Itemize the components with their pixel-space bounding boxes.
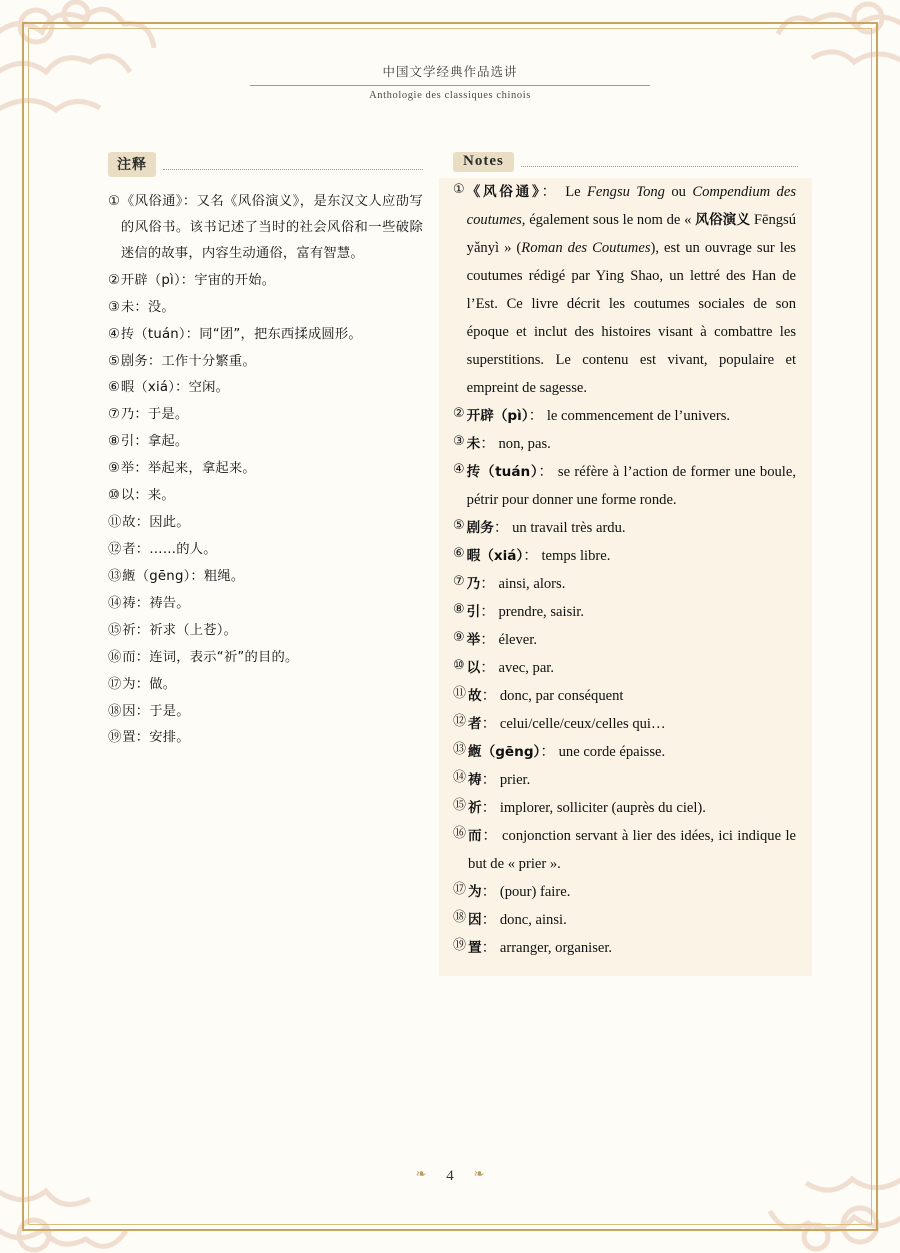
note-text: 剧务：工作十分繁重。 <box>120 353 256 369</box>
notes-column-chinese <box>108 152 423 752</box>
note-number: ③ <box>453 434 465 450</box>
note-number: ⑧ <box>108 434 120 450</box>
note-number: ⑩ <box>453 658 465 674</box>
note-number: ⑦ <box>453 574 465 590</box>
note-item <box>108 645 423 671</box>
note-item <box>453 878 796 906</box>
note-number: ⑯ <box>453 826 467 842</box>
note-text: 祷： prier. <box>468 772 531 789</box>
note-item <box>108 725 423 751</box>
note-item <box>453 682 796 710</box>
note-text: 《风俗通》：又名《风俗演义》，是东汉文人应劭写的风俗书。该书记述了当时的社会风俗和一些破除迷信的故事，内容生动通俗，富有智慧。 <box>120 194 423 261</box>
note-number: ⑭ <box>108 595 122 611</box>
note-number: ⑮ <box>108 622 122 638</box>
note-number: ⑧ <box>453 602 465 618</box>
note-number: ⑤ <box>108 353 120 369</box>
note-item <box>453 794 796 822</box>
note-text: 乃： ainsi, alors. <box>466 576 566 593</box>
note-item <box>108 268 423 294</box>
note-item <box>453 766 796 794</box>
note-text: 故：因此。 <box>122 515 190 531</box>
note-item <box>108 375 423 401</box>
note-text: 暇（xiá）：空闲。 <box>120 380 230 396</box>
note-number: ⑬ <box>453 742 467 758</box>
note-number: ⑰ <box>453 882 467 898</box>
note-item <box>108 537 423 563</box>
note-text: 为：做。 <box>122 676 177 692</box>
note-text: 举：举起来，拿起来。 <box>120 461 256 477</box>
note-text: 开辟（pì）：宇宙的开始。 <box>120 272 276 288</box>
note-text: 乃：于是。 <box>120 407 189 423</box>
note-number: ③ <box>108 299 120 315</box>
note-number: ⑮ <box>453 798 467 814</box>
note-text: 未： non, pas. <box>466 436 551 453</box>
note-item <box>453 626 796 654</box>
note-number: ⑥ <box>108 380 120 396</box>
note-item <box>108 591 423 617</box>
note-item <box>453 598 796 626</box>
note-text: 置： arranger, organiser. <box>468 940 613 957</box>
note-text: 《风俗通》： Le Fengsu Tong ou Compendium des coutumes, également sous le nom de « 风俗演义 Fēngsú yǎnyì » (Roman des Coutumes), est un ouvrage sur les coutumes rédigé par Ying Shao, un lettré des Han de l’Est. Ce livre décrit les coutumes sociales de son époque et inclut des histoires visant à combattre les superstitions. Le contenu est vivant, populaire et empreint de sagesse. <box>466 184 797 397</box>
note-text: 置：安排。 <box>122 730 190 746</box>
note-number: ⑲ <box>108 730 122 746</box>
page-number: 4 <box>446 1168 454 1184</box>
running-head <box>250 62 650 101</box>
page-content <box>108 152 798 976</box>
note-text: 而： conjonction servant à lier des idées, ici indique le but de « prier ». <box>468 828 796 873</box>
note-item <box>108 564 423 590</box>
section-heading-label-cn: 注释 <box>108 152 156 177</box>
note-item <box>453 178 796 402</box>
note-item <box>108 189 423 267</box>
note-number: ① <box>108 194 120 209</box>
note-item <box>453 542 796 570</box>
note-text: 抟（tuán）： se réfère à l’action de former une boule, pétrir pour donner une forme ronde. <box>466 464 796 509</box>
note-text: 开辟（pì）： le commencement de l’univers. <box>466 408 731 425</box>
note-number: ⑨ <box>108 461 120 477</box>
notes-column-french <box>453 152 798 976</box>
note-text: 故： donc, par conséquent <box>468 688 624 705</box>
note-item <box>453 570 796 598</box>
note-item <box>108 510 423 536</box>
note-number: ⑩ <box>108 488 120 504</box>
note-item <box>453 822 796 878</box>
note-item <box>108 322 423 348</box>
note-text: 祈： implorer, solliciter (auprès du ciel). <box>468 800 706 817</box>
chinese-notes-list <box>108 189 423 751</box>
note-item <box>453 738 796 766</box>
note-text: 抟（tuán）：同“团”，把东西揉成圆形。 <box>120 326 362 342</box>
note-item <box>453 458 796 514</box>
note-text: 因： donc, ainsi. <box>468 912 567 929</box>
note-item <box>453 654 796 682</box>
note-item <box>453 710 796 738</box>
page-footer <box>0 1168 900 1185</box>
french-notes-panel <box>439 178 812 976</box>
note-text: 未：没。 <box>120 299 175 315</box>
note-number: ⑱ <box>453 910 467 926</box>
heading-dotted-rule <box>163 168 423 170</box>
running-head-title-fr: Anthologie des classiques chinois <box>369 90 531 101</box>
note-number: ⑤ <box>453 518 465 534</box>
note-text: 緪（gēng）： une corde épaisse. <box>468 744 666 761</box>
note-item <box>108 483 423 509</box>
note-number: ⑨ <box>453 630 465 646</box>
note-number: ⑫ <box>453 714 467 730</box>
note-text: 祷：祷告。 <box>122 595 190 611</box>
footer-ornament-left: ❧ <box>415 1166 427 1181</box>
note-item <box>108 672 423 698</box>
note-text: 者：……的人。 <box>122 541 217 557</box>
note-number: ① <box>453 182 465 197</box>
note-number: ⑦ <box>108 407 120 423</box>
note-item <box>108 349 423 375</box>
note-text: 为： (pour) faire. <box>468 884 571 901</box>
note-text: 剧务： un travail très ardu. <box>466 520 626 537</box>
note-number: ⑫ <box>108 541 122 557</box>
note-text: 因：于是。 <box>122 703 190 719</box>
section-heading-chinese <box>108 152 423 177</box>
note-number: ⑥ <box>453 546 465 562</box>
note-item <box>108 456 423 482</box>
note-item <box>453 514 796 542</box>
note-number: ⑱ <box>108 703 122 719</box>
note-number: ⑪ <box>108 515 122 531</box>
note-text: 而：连词，表示“祈”的目的。 <box>122 649 299 665</box>
footer-ornament-right: ❧ <box>473 1166 485 1181</box>
note-item <box>108 295 423 321</box>
note-item <box>453 402 796 430</box>
note-text: 引：拿起。 <box>120 434 189 450</box>
heading-dotted-rule-fr <box>521 165 798 167</box>
note-text: 暇（xiá）： temps libre. <box>466 548 611 565</box>
note-text: 引： prendre, saisir. <box>466 604 585 621</box>
note-number: ② <box>453 406 465 422</box>
note-number: ⑭ <box>453 770 467 786</box>
section-heading-label-fr: Notes <box>453 152 514 172</box>
note-number: ⑪ <box>453 686 467 702</box>
note-item <box>108 618 423 644</box>
note-number: ⑲ <box>453 938 467 954</box>
note-number: ② <box>108 272 120 288</box>
note-item <box>453 934 796 962</box>
note-text: 祈：祈求（上苍）。 <box>122 622 238 638</box>
note-number: ④ <box>453 462 465 478</box>
note-number: ④ <box>108 326 120 342</box>
running-head-title-cn: 中国文学经典作品选讲 <box>382 64 518 79</box>
note-text: 緪（gēng）：粗绳。 <box>122 568 245 584</box>
running-head-rule <box>250 85 650 86</box>
note-number: ⑰ <box>108 676 122 692</box>
note-item <box>108 699 423 725</box>
note-item <box>453 906 796 934</box>
note-item <box>108 402 423 428</box>
note-item <box>453 430 796 458</box>
note-number: ⑯ <box>108 649 122 665</box>
note-text: 举： élever. <box>466 632 537 649</box>
french-notes-list <box>453 178 796 962</box>
note-text: 以： avec, par. <box>466 660 554 677</box>
note-text: 者： celui/celle/ceux/celles qui… <box>468 716 666 733</box>
note-text: 以：来。 <box>120 488 175 504</box>
note-number: ⑬ <box>108 568 122 584</box>
note-item <box>108 429 423 455</box>
section-heading-french <box>453 152 798 172</box>
